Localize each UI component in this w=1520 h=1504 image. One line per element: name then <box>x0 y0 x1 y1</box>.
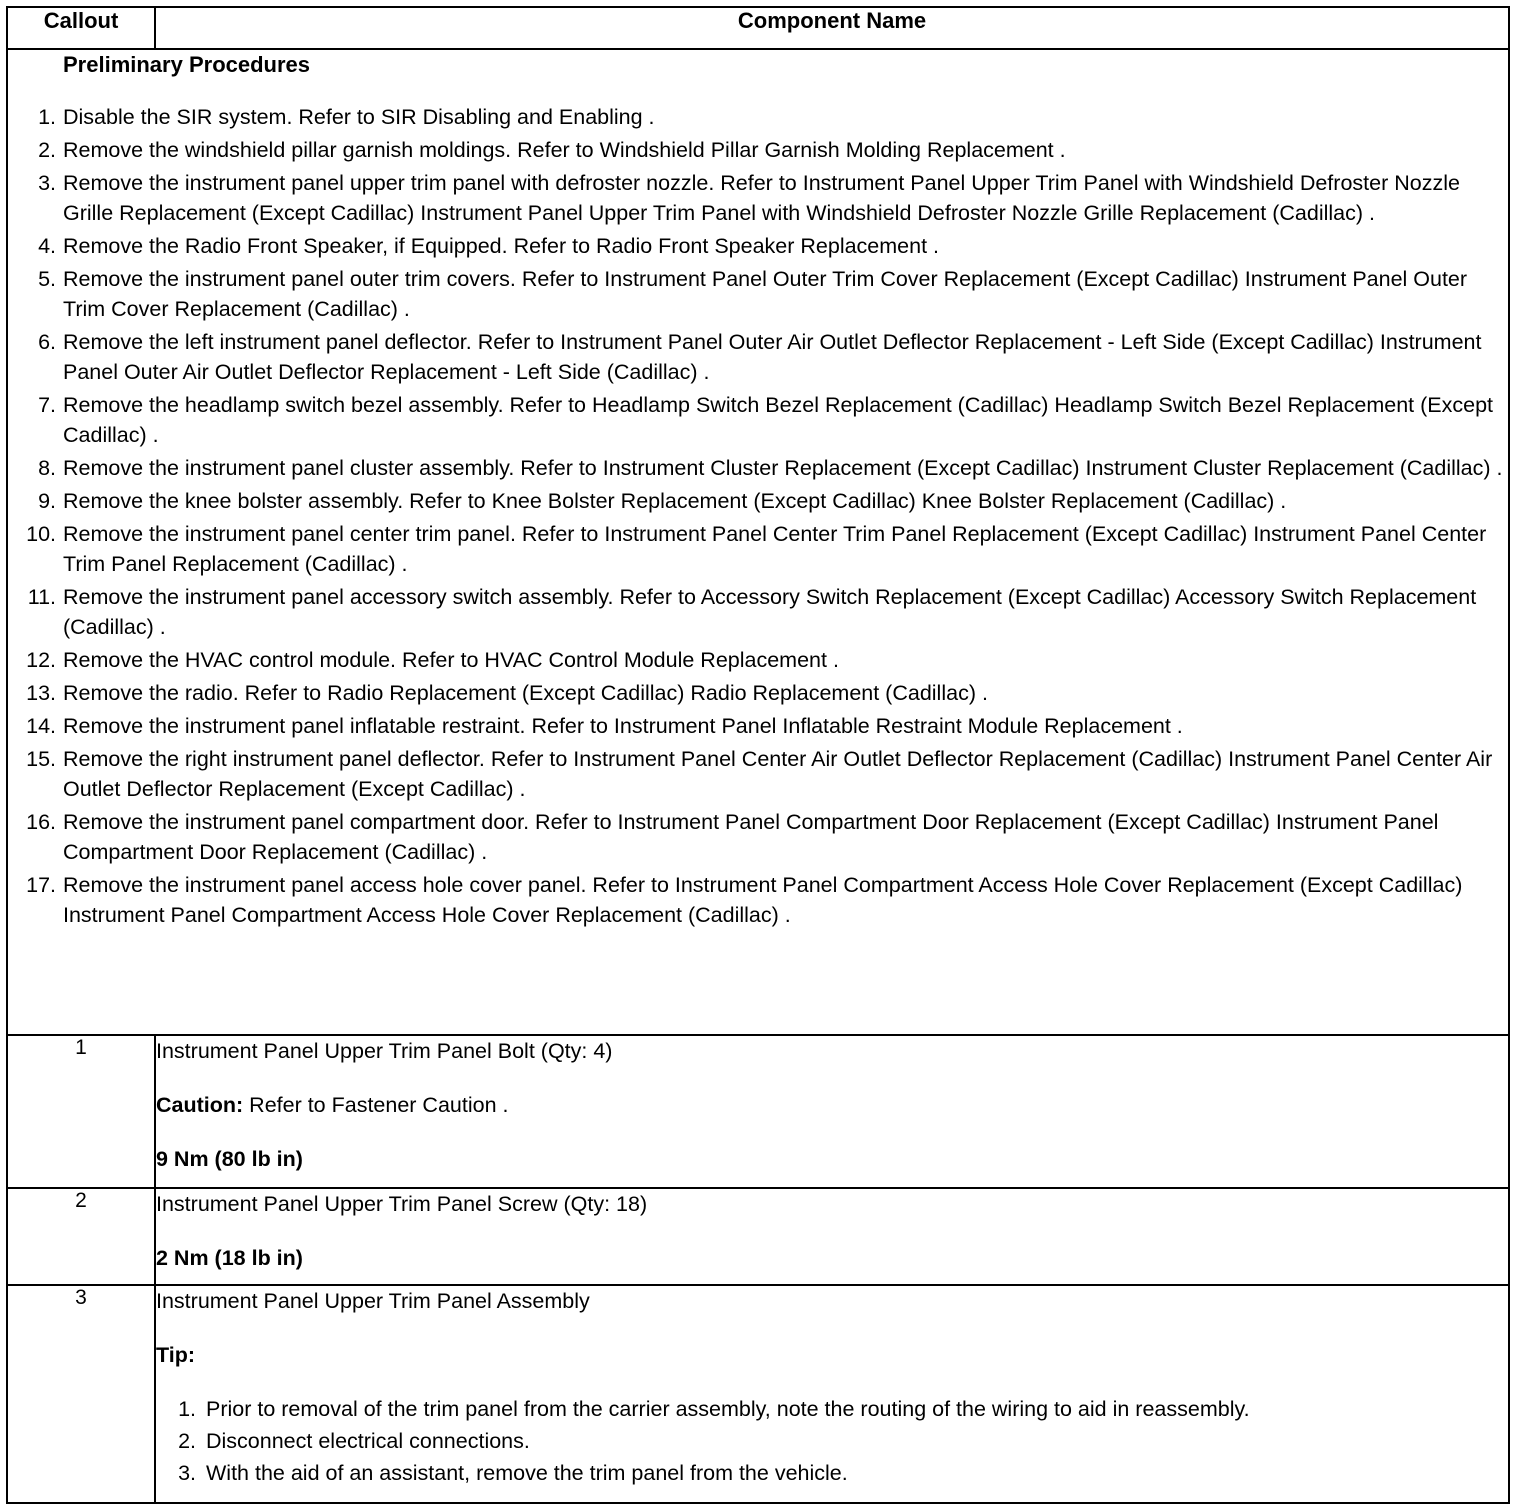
component-name: Instrument Panel Upper Trim Panel Bolt (Qty: 4) <box>156 1039 613 1063</box>
step-number: 7. <box>38 393 56 417</box>
step-number: 5. <box>38 267 56 291</box>
step-text: Prior to removal of the trim panel from the carrier assembly, note the routing of the wiring to aid in reassembly. <box>206 1397 1250 1421</box>
preliminary-procedures <box>7 49 1509 1035</box>
step-number: 3. <box>178 1461 196 1485</box>
list-item <box>8 231 1508 261</box>
preliminary-steps <box>8 102 1508 930</box>
step-text: Remove the Radio Front Speaker, if Equipped. Refer to Radio Front Speaker Replacement . <box>63 234 939 258</box>
step-number: 9. <box>38 489 56 513</box>
step-number: 8. <box>38 456 56 480</box>
preliminary-row <box>7 49 1509 1035</box>
list-item <box>8 807 1508 867</box>
step-text: Remove the windshield pillar garnish moldings. Refer to Windshield Pillar Garnish Molding Replacement . <box>63 138 1066 162</box>
step-text: Remove the instrument panel cluster assembly. Refer to Instrument Cluster Replacement (Except Cadillac) Instrument Cluster Replacement (Cadillac) . <box>63 456 1503 480</box>
tip-label: Tip: <box>156 1343 196 1367</box>
list-item <box>8 870 1508 930</box>
step-text: Remove the knee bolster assembly. Refer to Knee Bolster Replacement (Except Cadillac) Knee Bolster Replacement (Cadillac) . <box>63 489 1287 513</box>
callout-number: 3 <box>7 1285 155 1503</box>
list-item <box>8 582 1508 642</box>
list-item <box>156 1458 1508 1488</box>
list-item <box>8 264 1508 324</box>
step-text: Remove the instrument panel access hole cover panel. Refer to Instrument Panel Compartment Access Hole Cover Replacement (Except Cadillac) Instrument Panel Compartment Access Hole Cover Replacement (Cadillac) . <box>63 873 1463 927</box>
list-item <box>8 678 1508 708</box>
caution-label: Caution: <box>156 1093 244 1117</box>
step-number: 2. <box>38 138 56 162</box>
list-item <box>8 453 1508 483</box>
step-text: Disconnect electrical connections. <box>206 1429 530 1453</box>
step-number: 2. <box>178 1429 196 1453</box>
step-text: Remove the HVAC control module. Refer to HVAC Control Module Replacement . <box>63 648 839 672</box>
table-row <box>7 1285 1509 1503</box>
component-cell <box>155 1188 1509 1285</box>
step-text: Remove the right instrument panel deflector. Refer to Instrument Panel Center Air Outlet Deflector Replacement (Cadillac) Instrument Panel Center Air Outlet Deflector Replacement (Except Cadillac) . <box>63 747 1493 801</box>
component-name: Instrument Panel Upper Trim Panel Assembly <box>156 1289 590 1313</box>
step-number: 17. <box>26 873 56 897</box>
list-item <box>8 519 1508 579</box>
step-text: Remove the radio. Refer to Radio Replacement (Except Cadillac) Radio Replacement (Cadillac) . <box>63 681 988 705</box>
step-text: Remove the instrument panel compartment door. Refer to Instrument Panel Compartment Door Replacement (Except Cadillac) Instrument Panel Compartment Door Replacement (Cadillac) . <box>63 810 1439 864</box>
list-item <box>8 168 1508 228</box>
component-name-header: Component Name <box>155 7 1509 49</box>
step-text: With the aid of an assistant, remove the trim panel from the vehicle. <box>206 1461 848 1485</box>
list-item <box>8 744 1508 804</box>
step-number: 12. <box>26 648 56 672</box>
list-item <box>8 645 1508 675</box>
list-item <box>8 486 1508 516</box>
step-number: 1. <box>38 105 56 129</box>
list-item <box>8 102 1508 132</box>
list-item <box>8 711 1508 741</box>
table-row <box>7 1035 1509 1188</box>
step-text: Remove the instrument panel inflatable restraint. Refer to Instrument Panel Inflatable Restraint Module Replacement . <box>63 714 1183 738</box>
caution-note <box>156 1090 1508 1120</box>
list-item <box>8 135 1508 165</box>
step-number: 1. <box>178 1397 196 1421</box>
preliminary-title: Preliminary Procedures <box>63 52 311 77</box>
list-item <box>156 1426 1508 1456</box>
table-row <box>7 1188 1509 1285</box>
step-text: Remove the instrument panel center trim panel. Refer to Instrument Panel Center Trim Panel Replacement (Except Cadillac) Instrument Panel Center Trim Panel Replacement (Cadillac) . <box>63 522 1487 576</box>
component-name: Instrument Panel Upper Trim Panel Screw (Qty: 18) <box>156 1192 648 1216</box>
step-text: Remove the left instrument panel deflector. Refer to Instrument Panel Outer Air Outlet Deflector Replacement - Left Side (Except Cadillac) Instrument Panel Outer Air Outlet Deflector Replacement - Left Side (Cadillac) . <box>63 330 1482 384</box>
step-number: 4. <box>38 234 56 258</box>
header-row <box>7 7 1509 49</box>
step-number: 6. <box>38 330 56 354</box>
step-number: 13. <box>26 681 56 705</box>
procedure-table <box>6 6 1510 1504</box>
step-text: Remove the instrument panel upper trim panel with defroster nozzle. Refer to Instrument Panel Upper Trim Panel with Windshield Defroster Nozzle Grille Replacement (Except Cadillac) Instrument Panel Upper Trim Panel with Windshield Defroster Nozzle Grille Replacement (Cadillac) . <box>63 171 1460 225</box>
list-item <box>8 327 1508 387</box>
component-cell <box>155 1285 1509 1503</box>
step-text: Remove the instrument panel outer trim covers. Refer to Instrument Panel Outer Trim Cover Replacement (Except Cadillac) Instrument Panel Outer Trim Cover Replacement (Cadillac) . <box>63 267 1468 321</box>
step-number: 15. <box>26 747 56 771</box>
step-number: 3. <box>38 171 56 195</box>
step-number: 11. <box>27 585 56 609</box>
step-number: 16. <box>26 810 56 834</box>
callout-number: 1 <box>7 1035 155 1188</box>
caution-text: Refer to Fastener Caution . <box>243 1093 509 1117</box>
list-item <box>8 390 1508 450</box>
step-number: 14. <box>26 714 56 738</box>
step-text: Disable the SIR system. Refer to SIR Disabling and Enabling . <box>63 105 655 129</box>
step-number: 10. <box>26 522 56 546</box>
callout-number: 2 <box>7 1188 155 1285</box>
component-cell <box>155 1035 1509 1188</box>
step-text: Remove the instrument panel accessory switch assembly. Refer to Accessory Switch Replacement (Except Cadillac) Accessory Switch Replacement (Cadillac) . <box>63 585 1477 639</box>
torque-spec: 9 Nm (80 lb in) <box>156 1147 303 1171</box>
callout-header: Callout <box>7 7 155 49</box>
step-text: Remove the headlamp switch bezel assembly. Refer to Headlamp Switch Bezel Replacement (Cadillac) Headlamp Switch Bezel Replacement (Except Cadillac) . <box>63 393 1494 447</box>
list-item <box>156 1394 1508 1424</box>
torque-spec: 2 Nm (18 lb in) <box>156 1246 303 1270</box>
